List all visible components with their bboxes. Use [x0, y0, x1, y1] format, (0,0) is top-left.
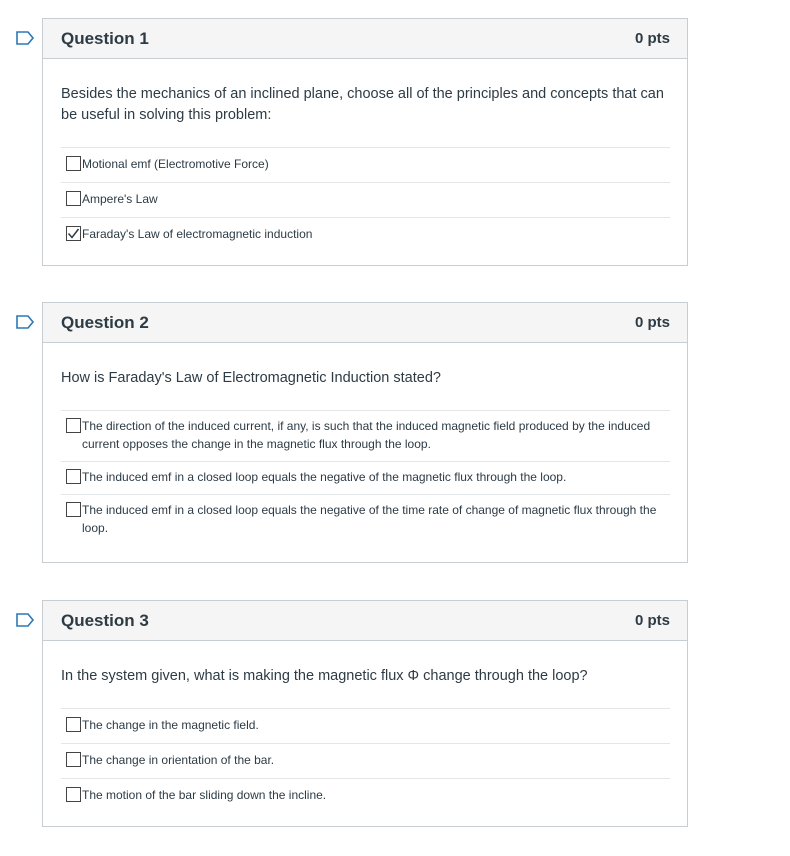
- question-title: Question 1: [61, 28, 149, 48]
- answer-option[interactable]: [61, 218, 670, 252]
- answer-label: The motion of the bar sliding down the incline.: [82, 788, 327, 802]
- answer-label: Faraday's Law of electromagnetic induction: [82, 227, 313, 241]
- answer-option[interactable]: [61, 462, 670, 495]
- answer-option[interactable]: [61, 148, 670, 183]
- answer-list: [61, 410, 670, 545]
- answer-list: [61, 147, 670, 252]
- flag-question-icon[interactable]: [15, 613, 35, 627]
- question-card: [42, 18, 688, 266]
- answer-label: The change in orientation of the bar.: [82, 753, 275, 767]
- checkbox-checked[interactable]: [66, 226, 81, 241]
- flag-question-icon[interactable]: [15, 31, 35, 45]
- answer-option[interactable]: [61, 411, 670, 462]
- answer-option[interactable]: [61, 779, 670, 813]
- question-points: 0 pts: [634, 314, 670, 331]
- answer-label: Motional emf (Electromotive Force): [82, 157, 269, 171]
- question-card: [42, 302, 688, 563]
- checkbox[interactable]: [66, 752, 81, 767]
- question-header: [43, 303, 687, 343]
- question-header: [43, 601, 687, 641]
- checkbox[interactable]: [66, 191, 81, 206]
- question-text: In the system given, what is making the magnetic flux Φ change through the loop?: [61, 668, 588, 684]
- question-text: How is Faraday's Law of Electromagnetic Induction stated?: [61, 370, 441, 386]
- checkbox[interactable]: [66, 418, 81, 433]
- question-title: Question 2: [61, 312, 149, 332]
- question-points: 0 pts: [634, 612, 670, 629]
- checkbox[interactable]: [66, 787, 81, 802]
- question-header: [43, 19, 687, 59]
- checkbox[interactable]: [66, 502, 81, 517]
- answer-label: The induced emf in a closed loop equals the negative of the time rate of change of magnetic flux through the loop.: [82, 503, 657, 535]
- answer-list: [61, 708, 670, 813]
- answer-option[interactable]: [61, 744, 670, 779]
- question-text: Besides the mechanics of an inclined plane, choose all of the principles and concepts that can be useful in solving this problem:: [61, 86, 664, 123]
- answer-option[interactable]: [61, 183, 670, 218]
- question-points: 0 pts: [634, 30, 670, 47]
- question-title: Question 3: [61, 610, 149, 630]
- checkbox[interactable]: [66, 156, 81, 171]
- answer-label: The change in the magnetic field.: [82, 718, 259, 732]
- answer-option[interactable]: [61, 495, 670, 545]
- flag-question-icon[interactable]: [15, 315, 35, 329]
- answer-label: Ampere's Law: [82, 192, 158, 206]
- checkmark-icon: [67, 227, 80, 240]
- answer-label: The induced emf in a closed loop equals the negative of the magnetic flux through the loop.: [82, 470, 567, 484]
- checkbox[interactable]: [66, 469, 81, 484]
- checkbox[interactable]: [66, 717, 81, 732]
- answer-option[interactable]: [61, 709, 670, 744]
- question-card: [42, 600, 688, 827]
- answer-label: The direction of the induced current, if any, is such that the induced magnetic field produced by the induced current opposes the change in the magnetic flux through the loop.: [82, 419, 651, 451]
